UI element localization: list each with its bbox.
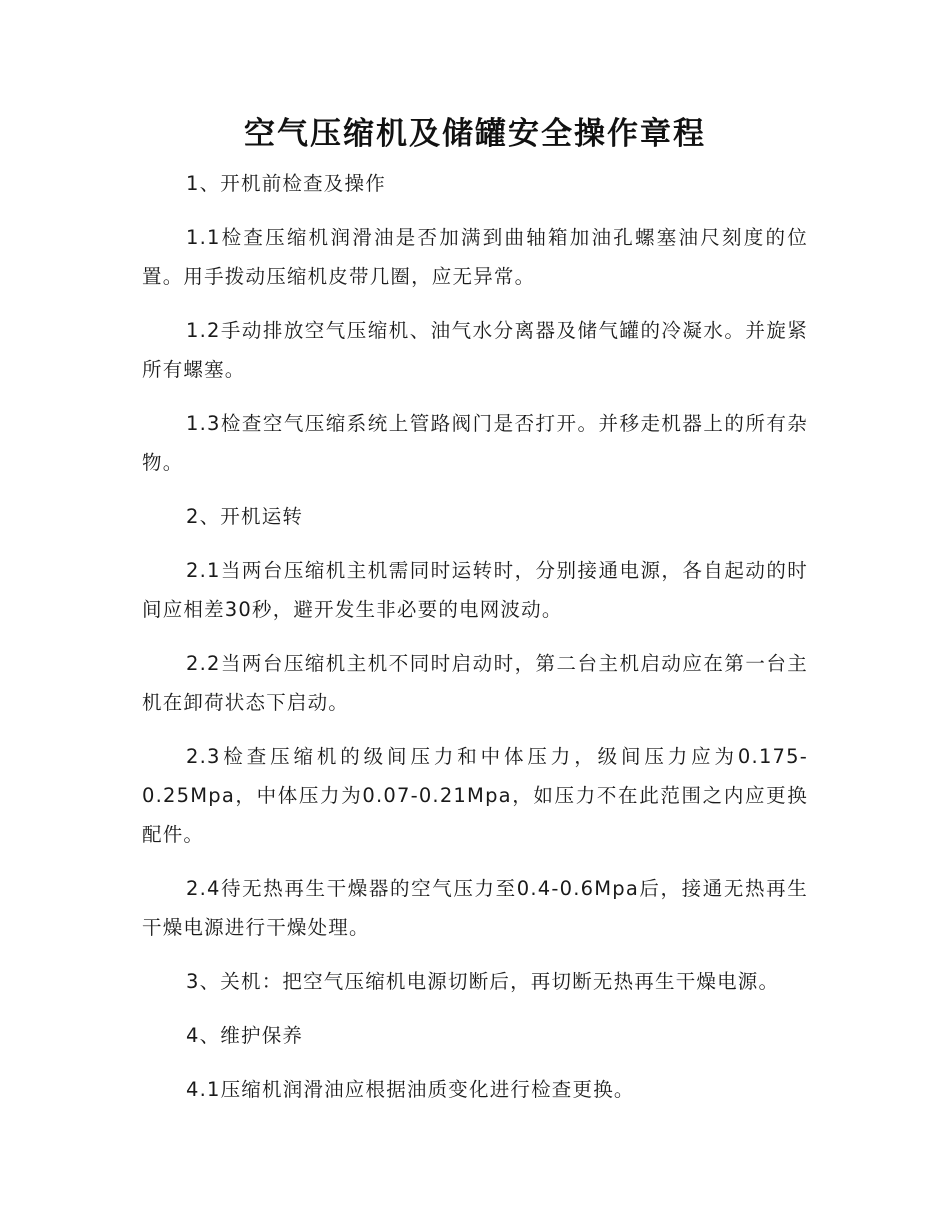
paragraph-2-2: 2.2当两台压缩机主机不同时启动时，第二台主机启动应在第一台主机在卸荷状态下启动。 — [142, 652, 808, 714]
section-heading-1: 1、开机前检查及操作 — [186, 172, 386, 195]
section-heading-4: 4、维护保养 — [186, 1024, 304, 1047]
document-title: 空气压缩机及储罐安全操作章程 — [244, 116, 706, 152]
document-body — [142, 164, 808, 1124]
paragraph-1-2: 1.2手动排放空气压缩机、油气水分离器及储气罐的冷凝水。并旋紧所有螺塞。 — [142, 319, 808, 381]
paragraph-2-3: 2.3检查压缩机的级间压力和中体压力，级间压力应为0.175-0.25Mpa，中体压力为0.07-0.21Mpa，如压力不在此范围之内应更换配件。 — [142, 745, 808, 846]
section-heading-3: 3、关机：把空气压缩机电源切断后，再切断无热再生干燥电源。 — [186, 970, 780, 993]
paragraph-2-1: 2.1当两台压缩机主机需同时运转时，分别接通电源，各自起动的时间应相差30秒，避开发生非必要的电网波动。 — [142, 559, 808, 621]
paragraph-1-3: 1.3检查空气压缩系统上管路阀门是否打开。并移走机器上的所有杂物。 — [142, 412, 808, 474]
paragraph-1-1: 1.1检查压缩机润滑油是否加满到曲轴箱加油孔螺塞油尺刻度的位置。用手拨动压缩机皮带几圈，应无异常。 — [142, 226, 808, 288]
section-heading-2: 2、开机运转 — [186, 505, 304, 528]
paragraph-2-4: 2.4待无热再生干燥器的空气压力至0.4-0.6Mpa后，接通无热再生干燥电源进行干燥处理。 — [142, 877, 808, 939]
paragraph-4-1: 4.1压缩机润滑油应根据油质变化进行检查更换。 — [186, 1078, 635, 1101]
